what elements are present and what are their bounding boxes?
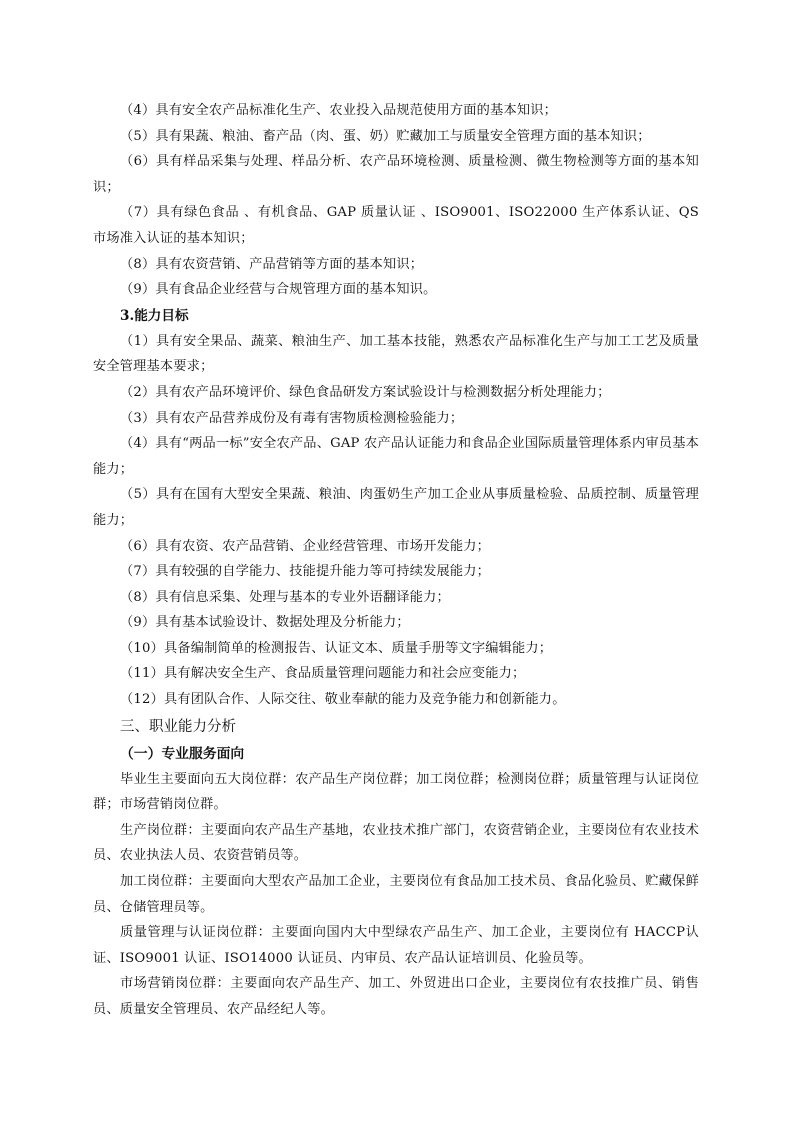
document-body [93, 98, 699, 1023]
ability-item: （9）具有基本试验设计、数据处理及分析能力； [120, 615, 410, 631]
knowledge-item: （9）具有食品企业经营与合规管理方面的基本知识。 [120, 282, 437, 298]
ability-item: （1）具有安全果品、蔬菜、粮油生产、加工基本技能，熟悉农产品标准化生产与加工工艺及质量安全管理基本要求； [93, 333, 699, 375]
ability-item: （10）具备编制简单的检测报告、认证文本、质量手册等文字编辑能力； [120, 640, 553, 656]
ability-item: （6）具有农资、农产品营销、企业经营管理、市场开发能力； [120, 538, 491, 554]
service-paragraph: 生产岗位群：主要面向农产品生产基地，农业技术推广部门，农资营销企业，主要岗位有农业技术员、农业执法人员、农资营销员等。 [93, 822, 699, 864]
knowledge-item: （8）具有农资营销、产品营销等方面的基本知识； [120, 256, 424, 272]
service-paragraph: 加工岗位群：主要面向大型农产品加工企业，主要岗位有食品加工技术员、食品化验员、贮藏保鲜员、仓储管理员等。 [93, 874, 699, 915]
section-heading: 三、职业能力分析 [120, 718, 236, 735]
ability-item: （11）具有解决安全生产、食品质量管理问题能力和社会应变能力； [120, 666, 526, 682]
subsection-heading: （一）专业服务面向 [120, 745, 245, 762]
ability-item: （8）具有信息采集、处理与基本的专业外语翻译能力； [120, 589, 450, 605]
knowledge-item: （6）具有样品采集与处理、样品分析、农产品环境检测、质量检测、微生物检测等方面的基本知识； [93, 154, 699, 195]
ability-item: （12）具有团队合作、人际交往、敬业奉献的能力及竞争能力和创新能力。 [120, 692, 566, 708]
ability-item: （2）具有农产品环境评价、绿色食品研发方案试验设计与检测数据分析处理能力； [120, 384, 611, 400]
ability-heading: 3.能力目标 [120, 307, 189, 324]
knowledge-item: （7）具有绿色食品 、有机食品、GAP 质量认证 、ISO9001、ISO22000 生产体系认证、QS 市场准入认证的基本知识； [93, 205, 699, 246]
knowledge-item: （5）具有果蔬、粮油、畜产品（肉、蛋、奶）贮藏加工与质量安全管理方面的基本知识； [120, 128, 651, 144]
service-paragraph: 质量管理与认证岗位群：主要面向国内大中型绿农产品生产、加工企业，主要岗位有 HACCP认证、ISO9001 认证、ISO14000 认证员、内审员、农产品认证培训员、化验员等。 [93, 925, 699, 966]
ability-item: （4）具有“两品一标”安全农产品、GAP 农产品认证能力和食品企业国际质量管理体系内审员基本能力； [93, 436, 699, 477]
ability-item: （3）具有农产品营养成份及有毒有害物质检测检验能力； [120, 410, 464, 426]
knowledge-item: （4）具有安全农产品标准化生产、农业投入品规范使用方面的基本知识； [120, 103, 557, 118]
service-paragraph: 毕业生主要面向五大岗位群：农产品生产岗位群；加工岗位群；检测岗位群；质量管理与认证岗位群；市场营销岗位群。 [93, 771, 699, 813]
ability-item: （7）具有较强的自学能力、技能提升能力等可持续发展能力； [120, 564, 491, 580]
service-paragraph: 市场营销岗位群：主要面向农产品生产、加工、外贸进出口企业，主要岗位有农技推广员、销售员、质量安全管理员、农产品经纪人等。 [93, 976, 699, 1017]
ability-item: （5）具有在国有大型安全果蔬、粮油、肉蛋奶生产加工企业从事质量检验、品质控制、质量管理能力； [93, 487, 699, 528]
